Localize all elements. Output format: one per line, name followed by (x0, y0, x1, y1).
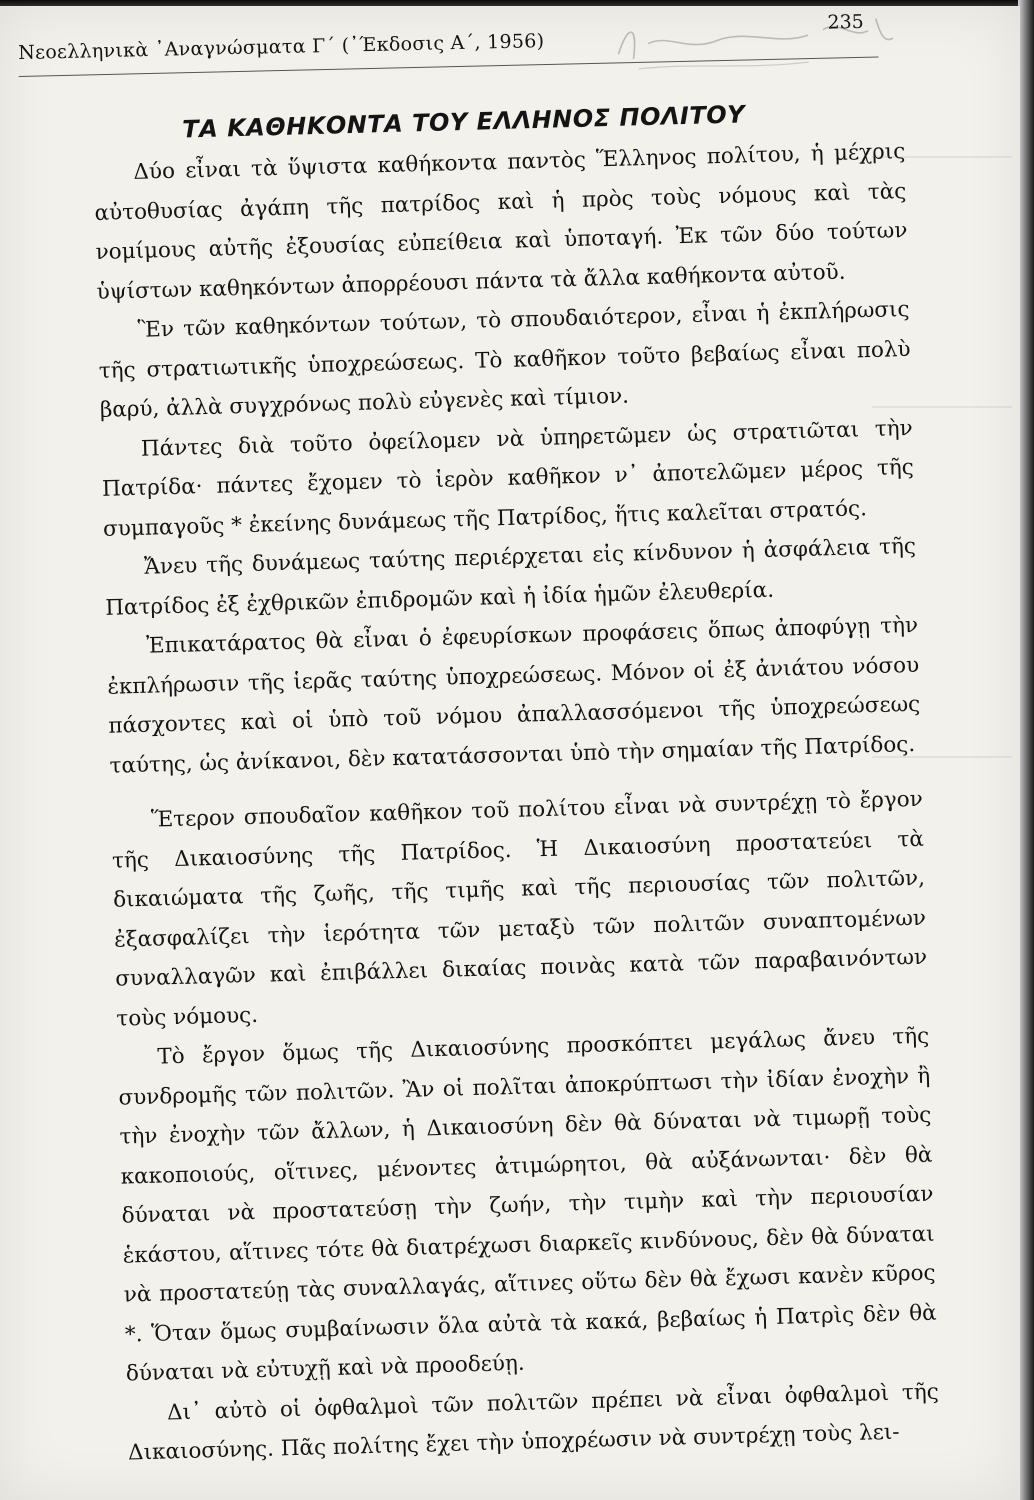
bleed-through-mark (872, 756, 1012, 758)
article-title: ΤΑ ΚΑΘΗΚΟΝΤΑ ΤΟΥ ΕΛΛΗΝΟΣ ΠΟΛΙΤΟΥ (181, 100, 746, 144)
bleed-through-mark (872, 406, 1012, 408)
scan-right-edge (1018, 0, 1034, 1500)
paragraph: Ἐπικατάρατος θὰ εἶναι ὁ ἐφευρίσκων προφάσεις ὅπως ἀποφύγῃ τὴν ἐκπλήρωσιν τῆς ἱερᾶς ταύτης ὑποχρεώσεως. Μόνον οἱ ἐξ ἀνιάτου νόσου πάσχοντες καὶ οἱ ὑπὸ τοῦ νόμου ἀπαλλασσόμενοι τῆς ὑποχρεώσεως ταύτης, ὡς ἀνίκανοι, δὲν κατατάσσονται ὑπὸ τὴν σημαίαν τῆς Πατρίδος. (107, 612, 921, 779)
paragraph: Ἓν τῶν καθηκόντων τούτων, τὸ σπουδαιότερον, εἶναι ἡ ἐκπλήρωσις τῆς στρατιωτικῆς ὑποχρεώσεως. Τὸ καθῆκον τοῦτο βεβαίως εἶναι πολὺ βαρύ, ἀλλὰ συγχρόνως πολὺ εὐγενὲς καὶ τίμιον. (98, 296, 911, 423)
bleed-through-mark (872, 156, 1012, 158)
paragraph: Ἕτερον σπουδαῖον καθῆκον τοῦ πολίτου εἶναι νὰ συντρέχῃ τὸ ἔργον τῆς Δικαιοσύνης τῆς Πατρίδος. Ἡ Δικαιοσύνη προστατεύει τὰ δικαιώματα τῆς ζωῆς, τῆς τιμῆς καὶ τῆς περιουσίας τῶν πολιτῶν, ἐξασφαλίζει τὴν ἱερότητα τῶν μεταξὺ τῶν πολιτῶν συναπτομένων συναλλαγῶν καὶ ἐπιβάλλει δικαίας ποινὰς κατὰ τῶν παραβαινόντων τοὺς νόμους. (111, 786, 928, 1032)
paragraph: Δύο εἶναι τὰ ὕψιστα καθήκοντα παντὸς Ἕλληνος πολίτου, ἡ μέχρις αὐτοθυσίας ἀγάπη τῆς πατρίδος καὶ ἡ πρὸς τοὺς νόμους καὶ τὰς νομίμους αὐτῆς ἐξουσίας εὐπείθεια καὶ ὑποταγή. Ἐκ τῶν δύο τούτων ὑψίστων καθηκόντων ἀπορρέουσι πάντα τὰ ἄλλα καθήκοντα αὐτοῦ. (94, 139, 908, 305)
paragraph: Πάντες διὰ τοῦτο ὀφείλομεν νὰ ὑπηρετῶμεν ὡς στρατιῶται τὴν Πατρίδα· πάντες ἔχομεν τὸ ἱερὸν καθῆκον ν᾿ ἀποτελῶμεν μέρος τῆς συμπαγοῦς * ἐκείνης δυνάμεως τῆς Πατρίδος, ἥτις καλεῖται στρατός. (101, 415, 915, 542)
page-header (18, 10, 868, 72)
paragraph: Δι᾿ αὐτὸ οἱ ὀφθαλμοὶ τῶν πολιτῶν πρέπει νὰ εἶναι ὀφθαλμοὶ τῆς Δικαιοσύνης. Πᾶς πολίτης ἔχει τὴν ὑποχρέωσιν νὰ συντρέχῃ τοὺς λει- (127, 1379, 940, 1466)
page-number: 235 (827, 10, 865, 34)
running-title: Νεοελληνικὰ ᾿Αναγνώσματα Γ΄ (᾿Έκδοσις Α΄, 1956) (18, 30, 545, 64)
paragraph: Ἄνευ τῆς δυνάμεως ταύτης περιέρχεται εἰς κίνδυνον ἡ ἀσφάλεια τῆς Πατρίδος ἐξ ἐχθρικῶν ἐπιδρομῶν καὶ ἡ ἰδία ἡμῶν ἐλευθερία. (104, 533, 917, 621)
article (92, 96, 940, 1473)
paragraph: Τὸ ἔργον ὅμως τῆς Δικαιοσύνης προσκόπτει μεγάλως ἄνευ τῆς συνδρομῆς τῶν πολιτῶν. Ἂν οἱ πολῖται ἀποκρύπτωσι τὴν ἰδίαν ἐνοχὴν ἢ τὴν ἐνοχὴν τῶν ἄλλων, ἡ Δικαιοσύνη δὲν θὰ δύναται νὰ τιμωρῇ τοὺς κακοποιούς, οἵτινες, μένοντες ἀτιμώρητοι, θὰ αὐξάνωνται· δὲν θὰ δύναται νὰ προστατεύσῃ τὴν ζωήν, τὴν τιμὴν καὶ τὴν περιουσίαν ἑκάστου, αἵτινες τότε θὰ διατρέχωσι διαρκεῖς κινδύνους, δὲν θὰ δύναται νὰ προστατεύῃ τὰς συναλλαγάς, αἵτινες οὕτω δὲν θὰ ἔχωσι κανὲν κῦρος *. Ὅταν ὅμως συμβαίνωσιν ὅλα αὐτὰ τὰ κακά, βεβαίως ἡ Πατρὶς δὲν θὰ δύναται νὰ εὐτυχῇ καὶ νὰ προοδεύῃ. (118, 1023, 937, 1387)
book-page (0, 6, 1020, 1500)
